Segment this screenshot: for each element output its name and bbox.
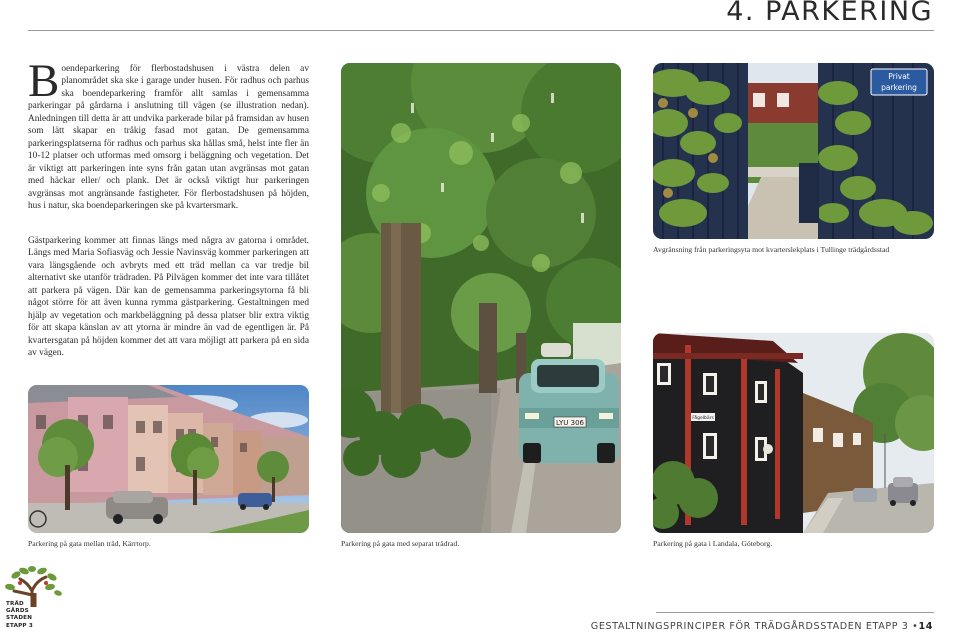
page-number: 14 (918, 621, 933, 632)
sign-text-line2: parkering (881, 83, 917, 92)
license-plate: LYU 306 (556, 419, 584, 427)
section-title: 4. PARKERING (726, 0, 933, 27)
logo-line-4: ETAPP 3 (6, 622, 33, 629)
caption-tullinge: Avgränsning från parkeringsyta mot kvarterslekplats i Tullinge trädgårdsstad (653, 245, 890, 254)
photo-karrtorp (28, 385, 309, 533)
tradgardsstaden-logo (2, 563, 66, 633)
caption-separate-row: Parkering på gata med separat trädrad. (341, 539, 460, 548)
paragraph-1-text: oendeparkering för flerbostadshusen i västra delen av planområdet ska ske i garage under husen. För radhus och parhus ska boendeparkering framför allt samlas i gemensamma parkeringar på gårdarna i anslutning till vägen (se illustration nedan). Anledningen till detta är att undvika parkerade bilar på framsidan av husen som lätt skapar en tråkig fasad mot gatan. De gemensamma parkeringsplatserna för radhus och parhus ska hållas små, helst inte fler än 10-12 platser och utformas med omsorg i beläggning och vegetation. Det är viktigt att parkeringen inte syns från gatan utan avgränsas mot gatan med häckar eller/ och plank. Det är också viktigt hur parkeringen avgränsas mot angränsande fastigheter. För flerbostadshusen på höjden, hus i natur, ska boendeparkeringen ske på kvartersmark. (28, 64, 309, 211)
street-sign-text: Fågelbärs (692, 416, 714, 421)
logo-text (6, 601, 33, 630)
caption-karrtorp: Parkering på gata mellan träd, Kärrtorp. (28, 539, 151, 548)
logo-line-2: GÅRDS (6, 608, 29, 615)
sign-text-line1: Privat (888, 72, 910, 81)
drop-cap: B (28, 55, 60, 107)
footer-separator: • (912, 621, 919, 632)
logo-line-3: STADEN (6, 615, 33, 622)
caption-landala: Parkering på gata i Landala, Göteborg. (653, 539, 773, 548)
photo-landala (653, 333, 934, 533)
photo-separate-tree-row (341, 63, 621, 533)
page-footer (591, 621, 933, 632)
body-paragraph-2: Gästparkering kommer att finnas längs med några av gatorna i området. Längs med Maria Sofiasväg och Jessie Navinsväg kommer parkeringen att vara längsgående och avbryts med ett träd mellan ca var tredje bil alternativt ske utanför trädraden. På Pilvägen kommer det inte vara tillåtet att parkera på vägen. Där kan de gemensamma parkeringsytorna få bli något större för att även kunna rymma gästparkering. Gestaltningen med hjälp av vegetation och markbeläggning på dessa platser blir extra viktig för att skapa känslan av att ytorna är mindre än vad de egentligen är. På kvartersgatan på höjden kommer det att vara möjligt att parkera på en sida av vägen. (28, 236, 309, 359)
header-rule (28, 30, 934, 31)
body-paragraph-1 (28, 55, 309, 212)
footer-text: GESTALTNINGSPRINCIPER FÖR TRÄDGÅRDSSTADEN ETAPP 3 (590, 621, 909, 632)
photo-tullinge (653, 63, 934, 239)
logo-line-1: TRÄD (6, 601, 24, 607)
footer-rule (656, 612, 934, 613)
